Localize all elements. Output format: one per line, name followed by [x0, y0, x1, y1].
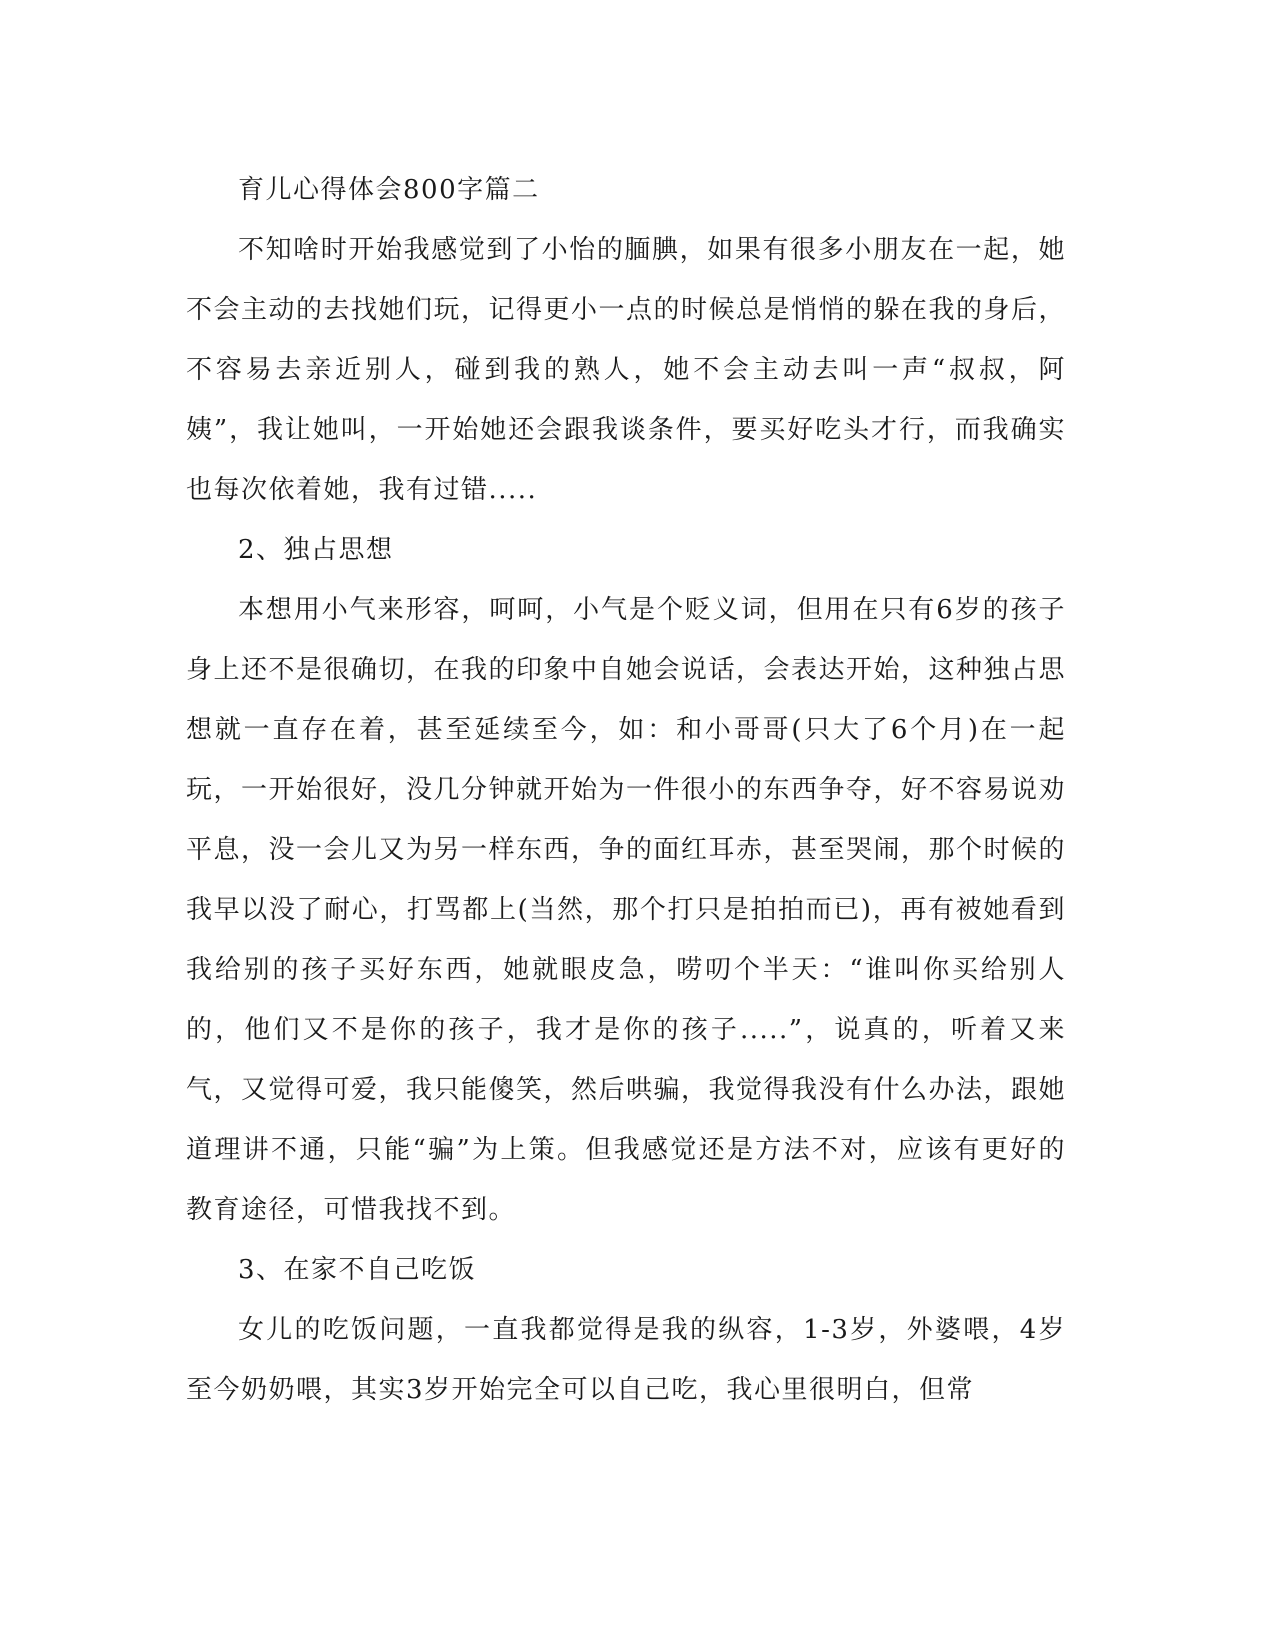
- section-title: 育儿心得体会800字篇二: [238, 175, 540, 205]
- heading-eating: 3、在家不自己吃饭: [238, 1255, 477, 1285]
- heading-possessiveness: 2、独占思想: [238, 535, 394, 565]
- paragraph-eating: 女儿的吃饭问题，一直我都觉得是我的纵容，1-3岁，外婆喂，4岁至今奶奶喂，其实3岁开始完全可以自己吃，我心里很明白，但常: [186, 1315, 1066, 1405]
- paragraph-possessiveness: 本想用小气来形容，呵呵，小气是个贬义词，但用在只有6岁的孩子身上还不是很确切，在我的印象中自她会说话，会表达开始，这种独占思想就一直存在着，甚至延续至今，如：和小哥哥(只大了6个月)在一起玩，一开始很好，没几分钟就开始为一件很小的东西争夺，好不容易说劝平息，没一会儿又为另一样东西，争的面红耳赤，甚至哭闹，那个时候的我早以没了耐心，打骂都上(当然，那个打只是拍拍而已)，再有被她看到我给别的孩子买好东西，她就眼皮急，唠叨个半天：“谁叫你买给别人的，他们又不是你的孩子，我才是你的孩子.....”，说真的，听着又来气，又觉得可爱，我只能傻笑，然后哄骗，我觉得我没有什么办法，跟她道理讲不通，只能“骗”为上策。但我感觉还是方法不对，应该有更好的教育途径，可惜我找不到。: [186, 595, 1067, 1225]
- document-body: [186, 160, 1066, 1420]
- paragraph-shyness: 不知啥时开始我感觉到了小怡的腼腆，如果有很多小朋友在一起，她不会主动的去找她们玩，记得更小一点的时候总是悄悄的躲在我的身后，不容易去亲近别人，碰到我的熟人，她不会主动去叫一声“叔叔，阿姨”，我让她叫，一开始她还会跟我谈条件，要买好吃头才行，而我确实也每次依着她，我有过错.....: [186, 235, 1067, 505]
